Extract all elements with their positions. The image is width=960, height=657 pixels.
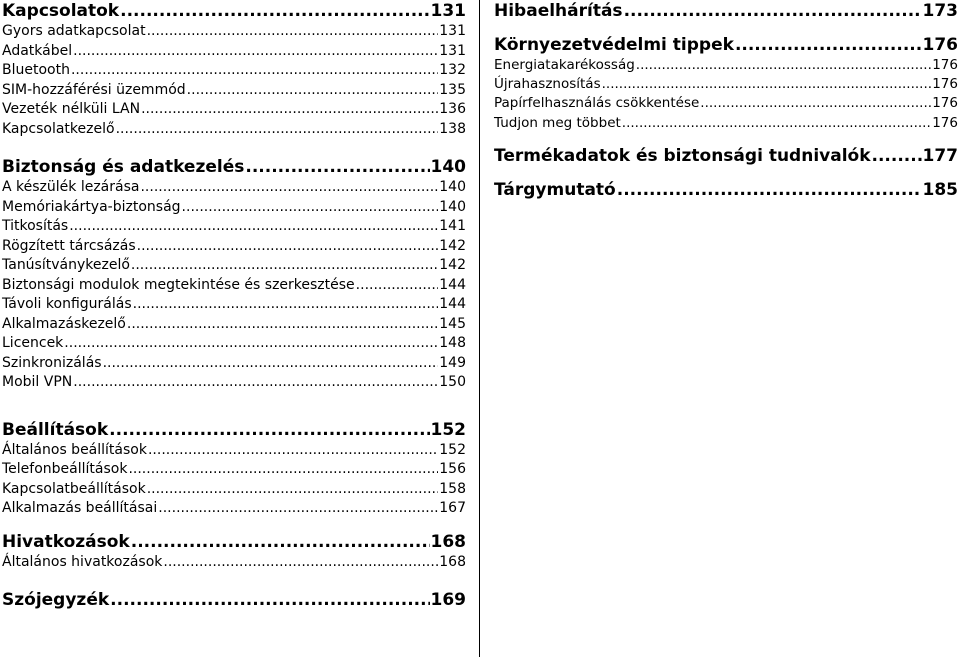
dot-leader: [636, 56, 931, 75]
dot-leader: [73, 42, 438, 62]
dot-leader: [131, 531, 430, 553]
dot-leader: [147, 22, 439, 42]
dot-leader: [735, 34, 922, 56]
toc-item[interactable]: Licencek ..... 148: [2, 334, 466, 354]
dot-leader: [622, 114, 931, 133]
toc-item[interactable]: Gyors adatkapcsolat ..... 131: [2, 22, 466, 42]
dot-leader: [182, 198, 439, 218]
dot-leader: [71, 61, 438, 81]
toc-section-hivatkozasok: [2, 531, 466, 573]
section-gap: [494, 167, 958, 179]
dot-leader: [133, 295, 439, 315]
dot-leader: [872, 145, 922, 167]
dot-leader: [103, 354, 439, 374]
toc-item[interactable]: Kapcsolatbeállítások ..... 158: [2, 480, 466, 500]
dot-leader: [187, 81, 439, 101]
toc-item[interactable]: Rögzített tárcsázás ..... 142: [2, 237, 466, 257]
toc-heading[interactable]: Kapcsolatok ..... 131: [2, 0, 466, 22]
dot-leader: [109, 419, 429, 441]
toc-item[interactable]: Általános beállítások ..... 152: [2, 441, 466, 461]
toc-section-kornyezetvedelmi: [494, 34, 958, 133]
section-gap: [2, 572, 466, 589]
toc-item[interactable]: Újrahasznosítás ..... 176: [494, 75, 958, 94]
dot-leader: [116, 120, 439, 140]
toc-heading[interactable]: Termékadatok és biztonsági tudnivalók ..... 177: [494, 145, 958, 167]
dot-leader: [137, 237, 439, 257]
toc-item[interactable]: Kapcsolatkezelő ..... 138: [2, 120, 466, 140]
dot-leader: [158, 499, 438, 519]
dot-leader: [128, 460, 438, 480]
toc-item[interactable]: Memóriakártya-biztonság ..... 140: [2, 198, 466, 218]
toc-section-beallitasok: [2, 419, 466, 519]
toc-section-biztonsag: [2, 156, 466, 393]
toc-section-szojegyzek: [2, 589, 466, 611]
toc-heading[interactable]: Hivatkozások ..... 168: [2, 531, 466, 553]
dot-leader: [602, 75, 932, 94]
dot-leader: [131, 256, 438, 276]
dot-leader: [700, 94, 931, 113]
toc-item[interactable]: Távoli konfigurálás ..... 144: [2, 295, 466, 315]
section-gap: [2, 519, 466, 531]
dot-leader: [73, 373, 438, 393]
toc-heading[interactable]: Tárgymutató ..... 185: [494, 179, 958, 201]
toc-item[interactable]: Tanúsítványkezelő ..... 142: [2, 256, 466, 276]
toc-heading[interactable]: Biztonság és adatkezelés ..... 140: [2, 156, 466, 178]
toc-heading[interactable]: Beállítások ..... 152: [2, 419, 466, 441]
dot-leader: [147, 480, 439, 500]
dot-leader: [148, 441, 438, 461]
toc-item[interactable]: Mobil VPN ..... 150: [2, 373, 466, 393]
dot-leader: [69, 217, 438, 237]
toc-item[interactable]: Alkalmazáskezelő ..... 145: [2, 315, 466, 335]
toc-heading[interactable]: Környezetvédelmi tippek ..... 176: [494, 34, 958, 56]
toc-right-column: [494, 0, 958, 201]
toc-left-column: [2, 0, 466, 611]
section-gap: [494, 22, 958, 34]
section-gap: [494, 133, 958, 145]
dot-leader: [140, 178, 438, 198]
toc-item[interactable]: Energiatakarékosság ..... 176: [494, 56, 958, 75]
toc-item[interactable]: Általános hivatkozások ..... 168: [2, 553, 466, 573]
toc-item[interactable]: SIM-hozzáférési üzemmód ..... 135: [2, 81, 466, 101]
toc-item[interactable]: Alkalmazás beállításai ..... 167: [2, 499, 466, 519]
dot-leader: [64, 334, 438, 354]
dot-leader: [120, 0, 429, 22]
toc-item[interactable]: Bluetooth ..... 132: [2, 61, 466, 81]
toc-item[interactable]: Tudjon meg többet ..... 176: [494, 114, 958, 133]
toc-item[interactable]: Papírfelhasználás csökkentése ..... 176: [494, 94, 958, 113]
dot-leader: [356, 276, 439, 296]
toc-section-hibaelharitas: [494, 0, 958, 22]
toc-section-termekadatok: [494, 145, 958, 167]
toc-item[interactable]: Titkosítás ..... 141: [2, 217, 466, 237]
toc-heading[interactable]: Szójegyzék ..... 169: [2, 589, 466, 611]
column-divider: [479, 0, 480, 657]
toc-item[interactable]: Vezeték nélküli LAN ..... 136: [2, 100, 466, 120]
dot-leader: [127, 315, 438, 335]
toc-item[interactable]: Telefonbeállítások ..... 156: [2, 460, 466, 480]
section-gap: [2, 393, 466, 419]
toc-item[interactable]: A készülék lezárása ..... 140: [2, 178, 466, 198]
dot-leader: [624, 0, 922, 22]
toc-heading[interactable]: Hibaelhárítás ..... 173: [494, 0, 958, 22]
toc-item[interactable]: Adatkábel ..... 131: [2, 42, 466, 62]
toc-section-kapcsolatok: [2, 0, 466, 139]
dot-leader: [110, 589, 429, 611]
toc-item[interactable]: Biztonsági modulok megtekintése és szerkesztése ..... 144: [2, 276, 466, 296]
dot-leader: [245, 156, 429, 178]
dot-leader: [163, 553, 438, 573]
section-gap: [2, 139, 466, 156]
toc-item[interactable]: Szinkronizálás ..... 149: [2, 354, 466, 374]
dot-leader: [617, 179, 922, 201]
toc-section-targymutato: [494, 179, 958, 201]
dot-leader: [141, 100, 438, 120]
